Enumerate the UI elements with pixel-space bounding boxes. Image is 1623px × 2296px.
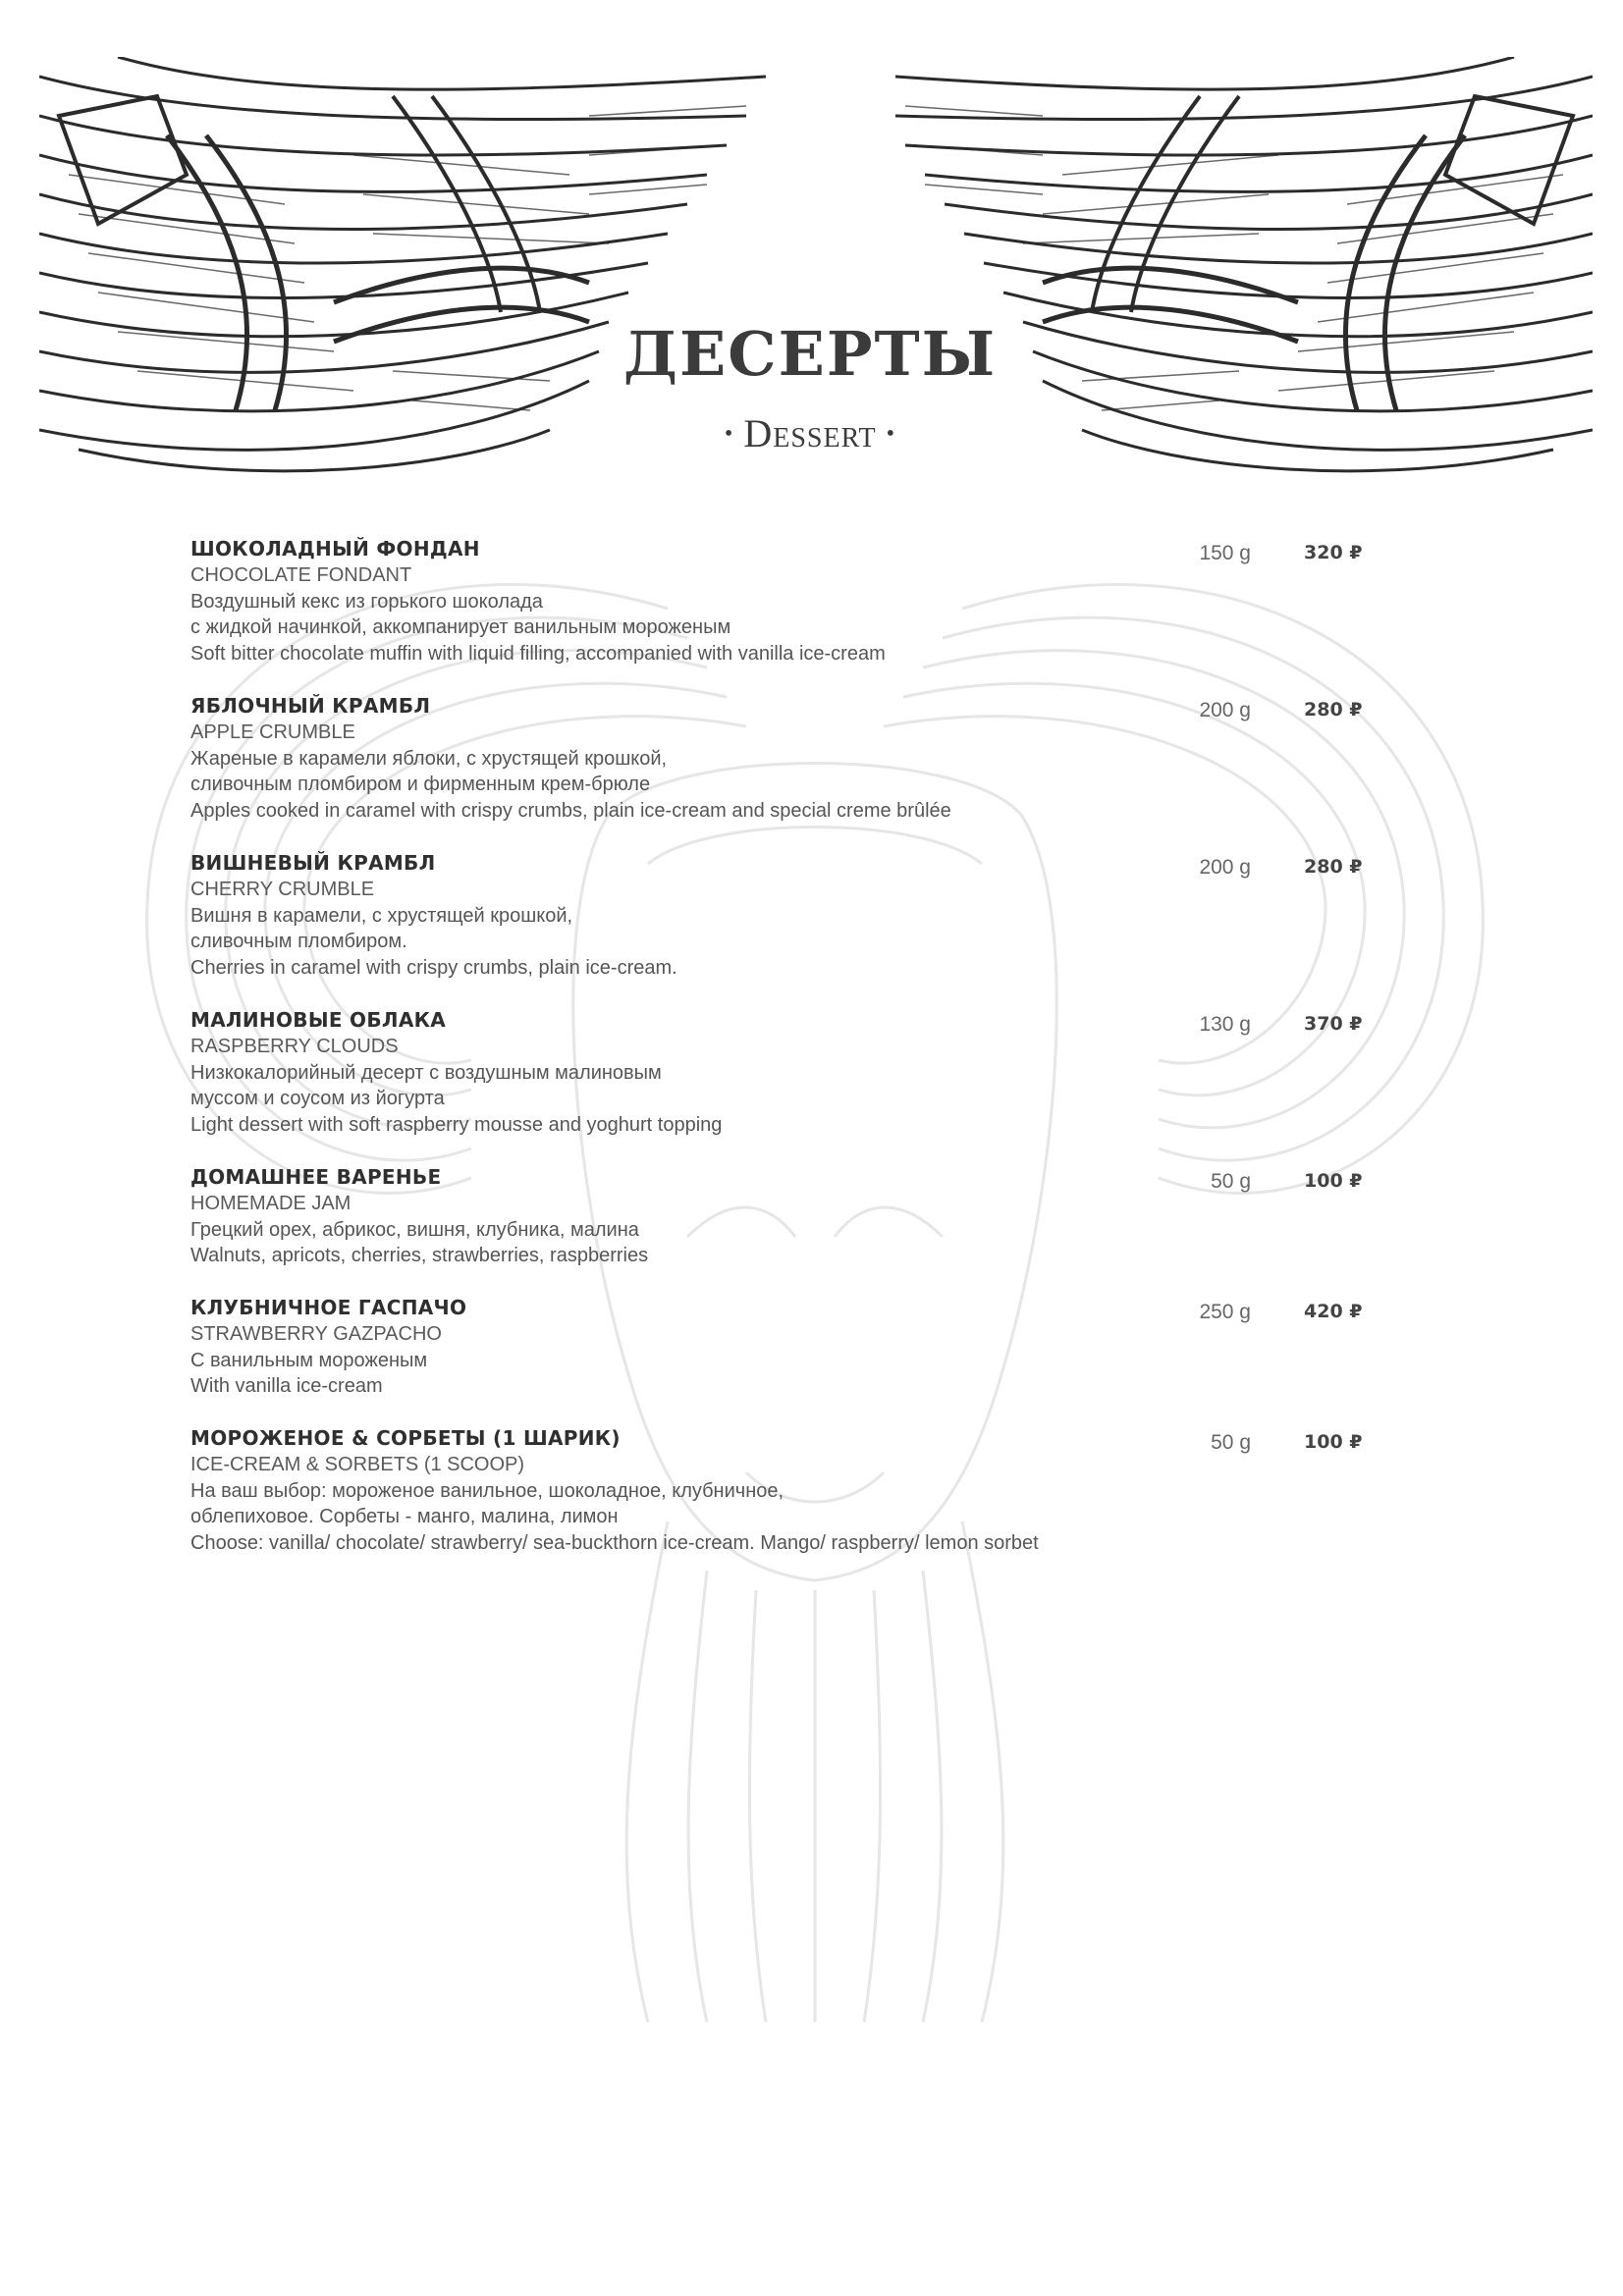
page-subtitle-text: Dessert <box>743 411 877 455</box>
item-name-ru: ШОКОЛАДНЫЙ ФОНДАН <box>190 537 480 561</box>
item-description-en: With vanilla ice-cream <box>190 1375 383 1397</box>
title-block <box>589 318 1031 456</box>
item-name-en: CHERRY CRUMBLE <box>190 879 375 900</box>
item-name-ru: ЯБЛОЧНЫЙ КРАМБЛ <box>190 694 431 718</box>
menu-item <box>190 536 1467 667</box>
item-description-en: Walnuts, apricots, cherries, strawberries, raspberries <box>190 1245 649 1266</box>
item-description-ru: С ванильным мороженым <box>190 1349 428 1371</box>
menu-item <box>190 1164 1467 1269</box>
item-name-en: CHOCOLATE FONDANT <box>190 564 412 586</box>
item-description-ru: Воздушный кекс из горького шоколада <box>190 590 543 613</box>
item-name-en: STRAWBERRY GAZPACHO <box>190 1323 442 1345</box>
item-weight: 250 g <box>1199 1301 1251 1323</box>
item-price: 320 ₽ <box>1304 542 1363 563</box>
item-description-ru: На ваш выбор: мороженое ванильное, шоколадное, клубничное, <box>190 1479 784 1502</box>
item-name-ru: МОРОЖЕНОЕ & СОРБЕТЫ (1 ШАРИК) <box>190 1426 621 1450</box>
item-name-ru: КЛУБНИЧНОЕ ГАСПАЧО <box>190 1296 467 1319</box>
page-title: ДЕСЕРТЫ <box>622 318 998 390</box>
item-name-en: RASPBERRY CLOUDS <box>190 1036 399 1057</box>
item-name-en: ICE-CREAM & SORBETS (1 SCOOP) <box>190 1454 525 1475</box>
item-weight: 130 g <box>1199 1013 1251 1036</box>
item-price: 420 ₽ <box>1304 1301 1363 1322</box>
item-name-ru: МАЛИНОВЫЕ ОБЛАКА <box>190 1008 447 1032</box>
item-description-ru: Низкокалорийный десерт с воздушным малиновым <box>190 1061 662 1084</box>
item-description-en: Light dessert with soft raspberry mousse and yoghurt topping <box>190 1113 723 1136</box>
item-description-en: Soft bitter chocolate muffin with liquid filling, accompanied with vanilla ice-cream <box>190 642 886 665</box>
item-description-ru: Жареные в карамели яблоки, с хрустящей крошкой, <box>190 747 668 770</box>
page-subtitle <box>589 410 1031 456</box>
item-description-ru: облепиховое. Сорбеты - манго, малина, лимон <box>190 1506 619 1527</box>
item-weight: 150 g <box>1199 542 1251 564</box>
item-description-ru: сливочным пломбиром. <box>190 931 407 952</box>
bullet-right: • <box>886 421 896 447</box>
menu-item <box>190 1295 1467 1400</box>
item-description-en: Choose: vanilla/ chocolate/ strawberry/ sea-buckthorn ice-cream. Mango/ raspberry/ lemon sorbet <box>190 1531 1039 1554</box>
item-weight: 200 g <box>1199 699 1251 721</box>
item-description-ru: Грецкий орех, абрикос, вишня, клубника, малина <box>190 1218 639 1241</box>
item-name-ru: ДОМАШНЕЕ ВАРЕНЬЕ <box>190 1165 442 1189</box>
item-price: 370 ₽ <box>1304 1013 1363 1035</box>
item-weight: 50 g <box>1211 1170 1251 1193</box>
bullet-left: • <box>724 421 734 447</box>
item-price: 280 ₽ <box>1304 856 1363 878</box>
item-price: 100 ₽ <box>1304 1170 1363 1192</box>
item-name-ru: ВИШНЕВЫЙ КРАМБЛ <box>190 851 436 875</box>
item-name-en: APPLE CRUMBLE <box>190 721 355 743</box>
item-description-en: Apples cooked in caramel with crispy crumbs, plain ice-cream and special creme brûlée <box>190 799 951 822</box>
item-description-en: Cherries in caramel with crispy crumbs, plain ice-cream. <box>190 956 677 979</box>
item-description-ru: муссом и соусом из йогурта <box>190 1088 445 1109</box>
item-price: 280 ₽ <box>1304 699 1363 721</box>
menu-item <box>190 850 1467 981</box>
item-description-ru: Вишня в карамели, с хрустящей крошкой, <box>190 904 573 927</box>
item-weight: 200 g <box>1199 856 1251 879</box>
item-name-en: HOMEMADE JAM <box>190 1193 352 1214</box>
item-description-ru: с жидкой начинкой, аккомпанирует ванильным мороженым <box>190 616 731 638</box>
menu-item <box>190 1007 1467 1138</box>
item-description-ru: сливочным пломбиром и фирменным крем-брюле <box>190 774 651 795</box>
item-price: 100 ₽ <box>1304 1431 1363 1453</box>
menu-item <box>190 1425 1467 1556</box>
item-weight: 50 g <box>1211 1431 1251 1454</box>
menu-item <box>190 693 1467 824</box>
